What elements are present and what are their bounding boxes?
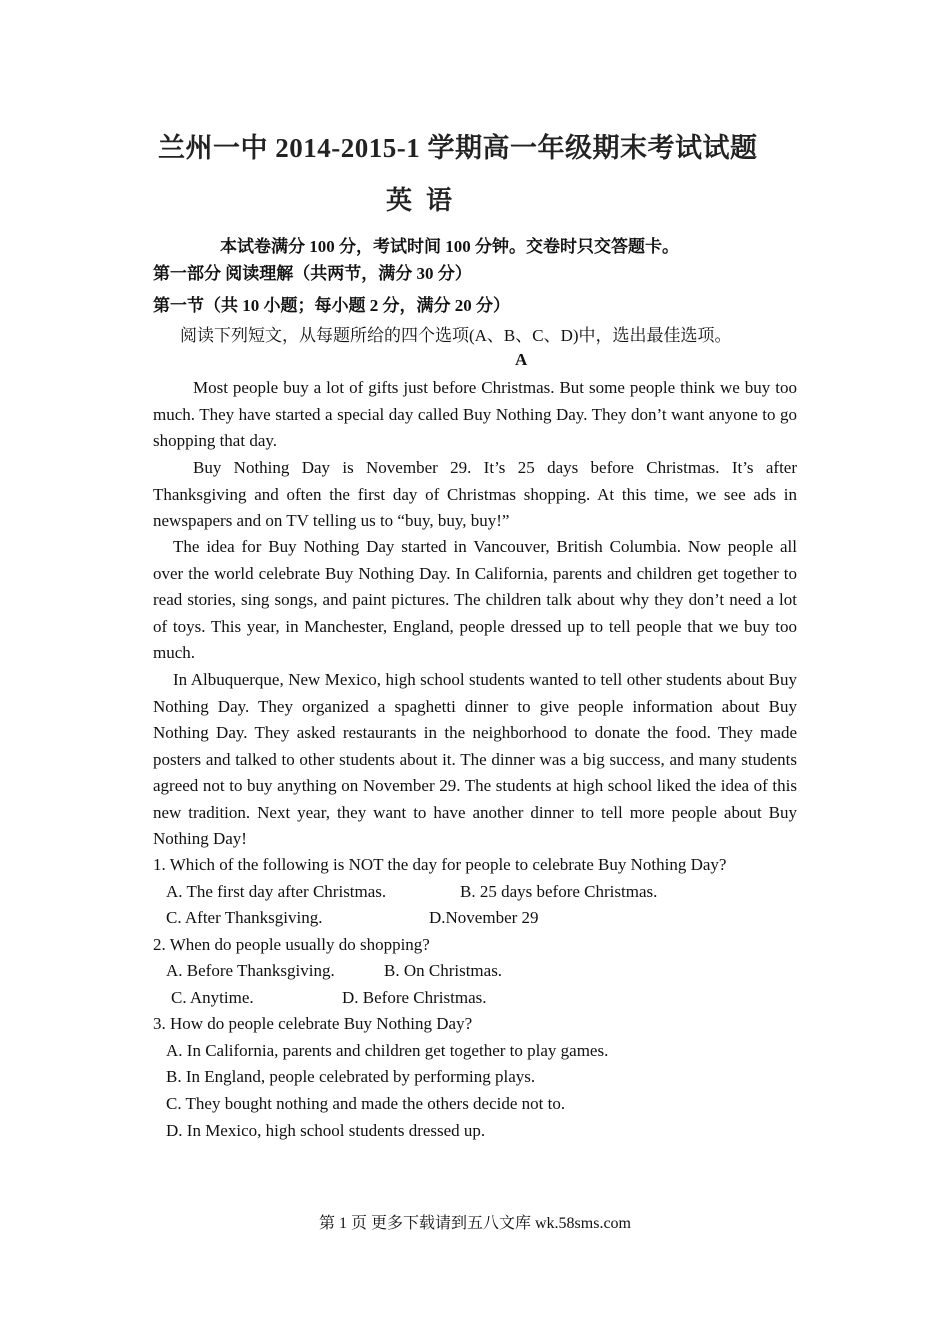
exam-note: 本试卷满分 100 分，考试时间 100 分钟。交卷时只交答题卡。 [220, 237, 679, 256]
option-c: C. After Thanksgiving. [166, 908, 323, 927]
passage-paragraph: In Albuquerque, New Mexico, high school students wanted to tell other students about Buy Nothing Day. They organized a spaghetti dinner to give people information about Buy Nothing Day. They asked restaurants in the neighborhood to donate the food. They made posters and talked to other students about it. The dinner was a big success, and many students agreed not to buy anything on November 29. The students at high school liked the idea of this new tradition. Next year, they want to have another dinner to tell more people about Buy Nothing Day! [153, 670, 797, 848]
option-c: C. They bought nothing and made the others decide not to. [166, 1094, 566, 1113]
question-stem: 1. Which of the following is NOT the day for people to celebrate Buy Nothing Day? [153, 855, 727, 874]
option-a: A. In California, parents and children get together to play games. [166, 1041, 609, 1060]
passage-paragraph: The idea for Buy Nothing Day started in Vancouver, British Columbia. Now people all over the world celebrate Buy Nothing Day. In California, parents and children get together to read stories, sing songs, and paint pictures. The children talk about why they don’t need a lot of toys. This year, in Manchester, England, people dressed up to tell people that we buy too much. [153, 537, 797, 662]
passage-paragraph: Buy Nothing Day is November 29. It’s 25 days before Christmas. It’s after Thanksgiving and often the first day of Christmas shopping. At this time, we see ads in newspapers and on TV telling us to “buy, buy, buy!” [153, 458, 797, 530]
passage-paragraph: Most people buy a lot of gifts just before Christmas. But some people think we buy too much. They have started a special day called Buy Nothing Day. They don’t want anyone to go shopping that day. [153, 378, 797, 450]
option-a: A. The first day after Christmas. [166, 882, 387, 901]
option-d: D. Before Christmas. [342, 988, 487, 1007]
option-c: C. Anytime. [171, 988, 254, 1007]
option-d: D.November 29 [429, 908, 539, 927]
section-heading: 第一节（共 10 小题；每小题 2 分，满分 20 分） [153, 296, 510, 315]
option-d: D. In Mexico, high school students dressed up. [166, 1121, 486, 1140]
option-b: B. 25 days before Christmas. [460, 882, 658, 901]
option-b: B. In England, people celebrated by performing plays. [166, 1067, 536, 1086]
part-heading: 第一部分 阅读理解（共两节，满分 30 分） [153, 264, 472, 283]
question-stem: 3. How do people celebrate Buy Nothing Day? [153, 1014, 473, 1033]
directions: 阅读下列短文，从每题所给的四个选项(A、B、C、D)中，选出最佳选项。 [180, 326, 732, 345]
exam-title: 兰州一中 2014-2015-1 学期高一年级期末考试试题 [158, 133, 758, 163]
page-footer: 第 1 页 更多下载请到五八文库 wk.58sms.com [318, 1215, 631, 1232]
subject-title: 英语 [386, 186, 467, 215]
question-stem: 2. When do people usually do shopping? [153, 935, 430, 954]
option-a: A. Before Thanksgiving. [166, 961, 335, 980]
option-b: B. On Christmas. [384, 961, 503, 980]
passage-label: A [515, 350, 528, 369]
